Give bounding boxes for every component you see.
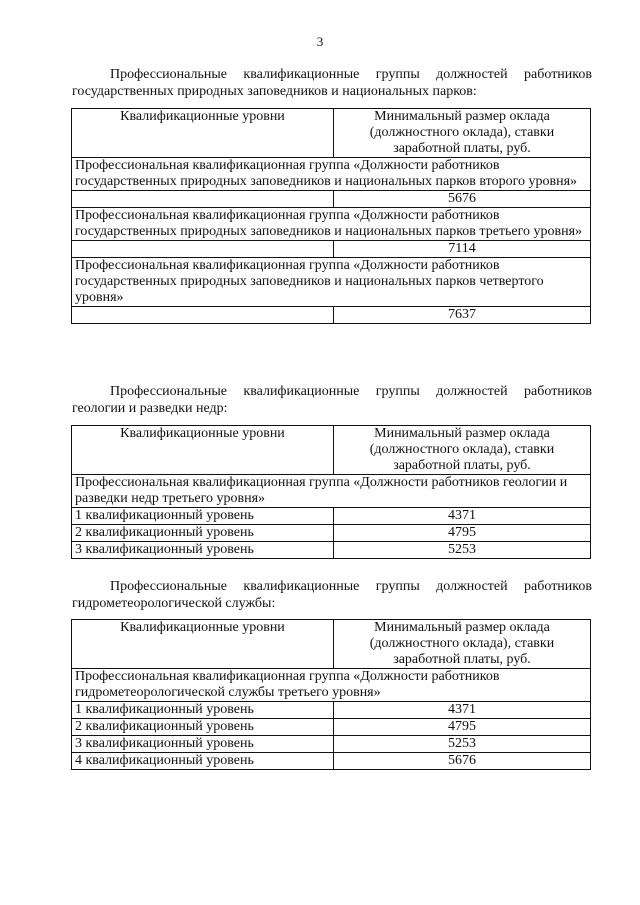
group-row xyxy=(72,475,591,508)
table-row xyxy=(72,542,591,559)
salary-value: 4795 xyxy=(334,525,591,542)
salary-value: 5253 xyxy=(334,736,591,753)
group-row xyxy=(72,208,591,241)
group-title: Профессиональная квалификационная группа «Должности работников геологии и разведки недр третьего уровня» xyxy=(72,475,591,508)
group-title: Профессиональная квалификационная группа «Должности работников государственных природных заповедников и национальных парков третьего уровня» xyxy=(72,208,591,241)
header-levels: Квалификационные уровни xyxy=(72,109,334,158)
salary-value: 5253 xyxy=(334,542,591,559)
group-row xyxy=(72,669,591,702)
salary-value: 7637 xyxy=(334,307,591,324)
table-geology xyxy=(71,425,591,559)
table-row xyxy=(72,508,591,525)
salary-value: 7114 xyxy=(334,241,591,258)
level-cell: 2 квалификационный уровень xyxy=(72,719,334,736)
intro-text: Профессиональные квалификационные группы должностей работников геологии и разведки недр: xyxy=(72,384,592,416)
table-row xyxy=(72,525,591,542)
level-cell: 1 квалификационный уровень xyxy=(72,702,334,719)
salary-value: 5676 xyxy=(334,753,591,770)
page-number: 3 xyxy=(316,34,324,49)
level-cell: 3 квалификационный уровень xyxy=(72,542,334,559)
group-title: Профессиональная квалификационная группа «Должности работников государственных природных заповедников и национальных парков второго уровня» xyxy=(72,158,591,191)
salary-value: 4371 xyxy=(334,702,591,719)
header-levels: Квалификационные уровни xyxy=(72,620,334,669)
group-title: Профессиональная квалификационная группа «Должности работников государственных природных заповедников и национальных парков четвертого уровня» xyxy=(72,258,591,307)
group-row xyxy=(72,158,591,191)
salary-value: 4795 xyxy=(334,719,591,736)
level-cell xyxy=(72,191,334,208)
level-cell: 3 квалификационный уровень xyxy=(72,736,334,753)
table-header-row xyxy=(72,620,591,669)
level-cell: 1 квалификационный уровень xyxy=(72,508,334,525)
header-levels: Квалификационные уровни xyxy=(72,426,334,475)
table-row xyxy=(72,736,591,753)
table-header-row xyxy=(72,426,591,475)
table-row xyxy=(72,753,591,770)
table-header-row xyxy=(72,109,591,158)
header-salary: Минимальный размер оклада (должностного оклада), ставки заработной платы, руб. xyxy=(334,426,591,475)
section-intro-hydromet xyxy=(72,578,592,612)
level-cell xyxy=(72,307,334,324)
group-title: Профессиональная квалификационная группа «Должности работников гидрометеорологической службы третьего уровня» xyxy=(72,669,591,702)
header-salary: Минимальный размер оклада (должностного оклада), ставки заработной платы, руб. xyxy=(334,109,591,158)
section-intro-reserves xyxy=(72,66,592,100)
level-cell: 2 квалификационный уровень xyxy=(72,525,334,542)
table-reserves xyxy=(71,108,591,324)
salary-value: 5676 xyxy=(334,191,591,208)
level-cell: 4 квалификационный уровень xyxy=(72,753,334,770)
header-salary: Минимальный размер оклада (должностного оклада), ставки заработной платы, руб. xyxy=(334,620,591,669)
group-row xyxy=(72,258,591,307)
intro-text: Профессиональные квалификационные группы должностей работников гидрометеорологической службы: xyxy=(72,579,592,611)
table-row xyxy=(72,241,591,258)
table-row xyxy=(72,719,591,736)
intro-text: Профессиональные квалификационные группы должностей работников государственных природных заповедников и национальных парков: xyxy=(72,67,592,99)
level-cell xyxy=(72,241,334,258)
table-row xyxy=(72,702,591,719)
salary-value: 4371 xyxy=(334,508,591,525)
table-row xyxy=(72,191,591,208)
section-intro-geology xyxy=(72,383,592,417)
table-row xyxy=(72,307,591,324)
table-hydromet xyxy=(71,619,591,770)
